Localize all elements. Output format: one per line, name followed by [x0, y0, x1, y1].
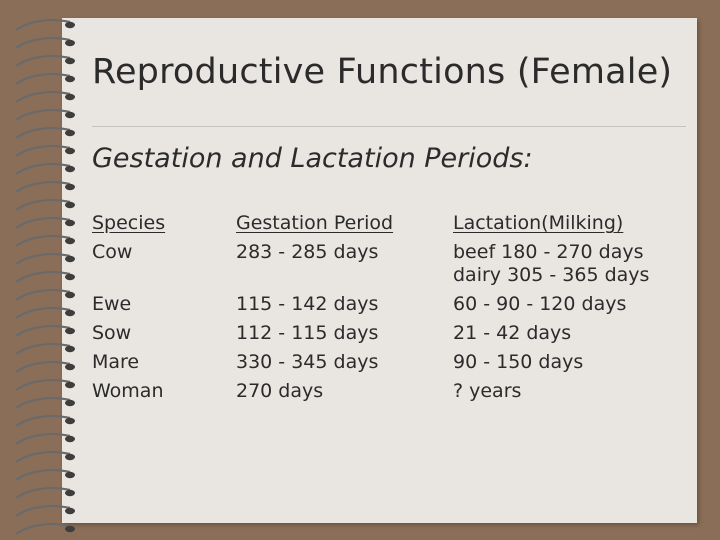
gestation-cow: 283 - 285 days [236, 241, 379, 263]
species-column [92, 209, 165, 406]
binding-hole [65, 94, 75, 100]
species-header: Species [92, 212, 166, 234]
spiral-coil [16, 362, 70, 372]
binding-hole [65, 256, 75, 262]
binding-hole [65, 418, 75, 424]
spiral-coil [16, 92, 70, 102]
binding-hole [65, 130, 75, 136]
species-mare: Mare [92, 351, 140, 373]
lactation-sow: 21 - 42 days [453, 322, 572, 344]
species-woman: Woman [92, 380, 164, 402]
spiral-coil [16, 236, 70, 246]
gestation-sow: 112 - 115 days [236, 322, 379, 344]
binding-hole [65, 238, 75, 244]
spiral-coil [16, 290, 70, 300]
spiral-coil [16, 434, 70, 444]
spiral-coil [16, 506, 70, 516]
binding-hole [65, 526, 75, 532]
binding-hole [65, 454, 75, 460]
slide-title: Reproductive Functions (Female) [92, 52, 673, 92]
spiral-coil [16, 182, 70, 192]
spiral-coil [16, 524, 70, 534]
spiral-coil [16, 344, 70, 354]
spiral-coil [16, 488, 70, 498]
gestation-ewe: 115 - 142 days [236, 293, 379, 315]
binding-hole [65, 112, 75, 118]
binding-hole [65, 40, 75, 46]
binding-hole [65, 274, 75, 280]
spiral-coil [16, 74, 70, 84]
binding-hole [65, 58, 75, 64]
spacer [92, 267, 165, 290]
gestation-mare: 330 - 345 days [236, 351, 379, 373]
binding-hole [65, 310, 75, 316]
spiral-coil [16, 452, 70, 462]
slide-subtitle: Gestation and Lactation Periods: [92, 143, 533, 174]
lactation-cow-dairy: dairy 305 - 365 days [453, 264, 650, 286]
binding-hole [65, 166, 75, 172]
spiral-coil [16, 470, 70, 480]
spacer [236, 267, 393, 290]
spiral-coil [16, 20, 70, 30]
binding-hole [65, 508, 75, 514]
binding-hole [65, 346, 75, 352]
title-divider [92, 126, 686, 127]
spiral-binding-icon [0, 0, 90, 540]
spiral-coil [16, 380, 70, 390]
binding-hole [65, 148, 75, 154]
binding-hole [65, 364, 75, 370]
binding-hole [65, 472, 75, 478]
binding-hole [65, 292, 75, 298]
spiral-coil [16, 272, 70, 282]
gestation-woman: 270 days [236, 380, 324, 402]
binding-hole [65, 436, 75, 442]
spiral-coil [16, 128, 70, 138]
lactation-cow-beef: beef 180 - 270 days [453, 241, 644, 263]
binding-hole [65, 400, 75, 406]
spiral-coil [16, 56, 70, 66]
spiral-coil [16, 200, 70, 210]
spiral-coil [16, 110, 70, 120]
spiral-coil [16, 254, 70, 264]
binding-hole [65, 382, 75, 388]
spiral-coil [16, 416, 70, 426]
binding-hole [65, 220, 75, 226]
species-ewe: Ewe [92, 293, 132, 315]
spiral-coil [16, 146, 70, 156]
spiral-coil [16, 326, 70, 336]
binding-hole [65, 202, 75, 208]
species-cow: Cow [92, 241, 133, 263]
binding-hole [65, 184, 75, 190]
spiral-coil [16, 398, 70, 408]
spiral-coil [16, 38, 70, 48]
spiral-coil [16, 164, 70, 174]
lactation-ewe: 60 - 90 - 120 days [453, 293, 627, 315]
lactation-woman: ? years [453, 380, 522, 402]
binding-hole [65, 490, 75, 496]
spiral-coil [16, 218, 70, 228]
gestation-header: Gestation Period [236, 212, 394, 234]
lactation-column [453, 209, 649, 406]
lactation-mare: 90 - 150 days [453, 351, 584, 373]
binding-hole [65, 328, 75, 334]
spiral-coil [16, 308, 70, 318]
gestation-column [236, 209, 393, 406]
lactation-header: Lactation(Milking) [453, 212, 624, 234]
species-sow: Sow [92, 322, 132, 344]
binding-hole [65, 22, 75, 28]
binding-hole [65, 76, 75, 82]
